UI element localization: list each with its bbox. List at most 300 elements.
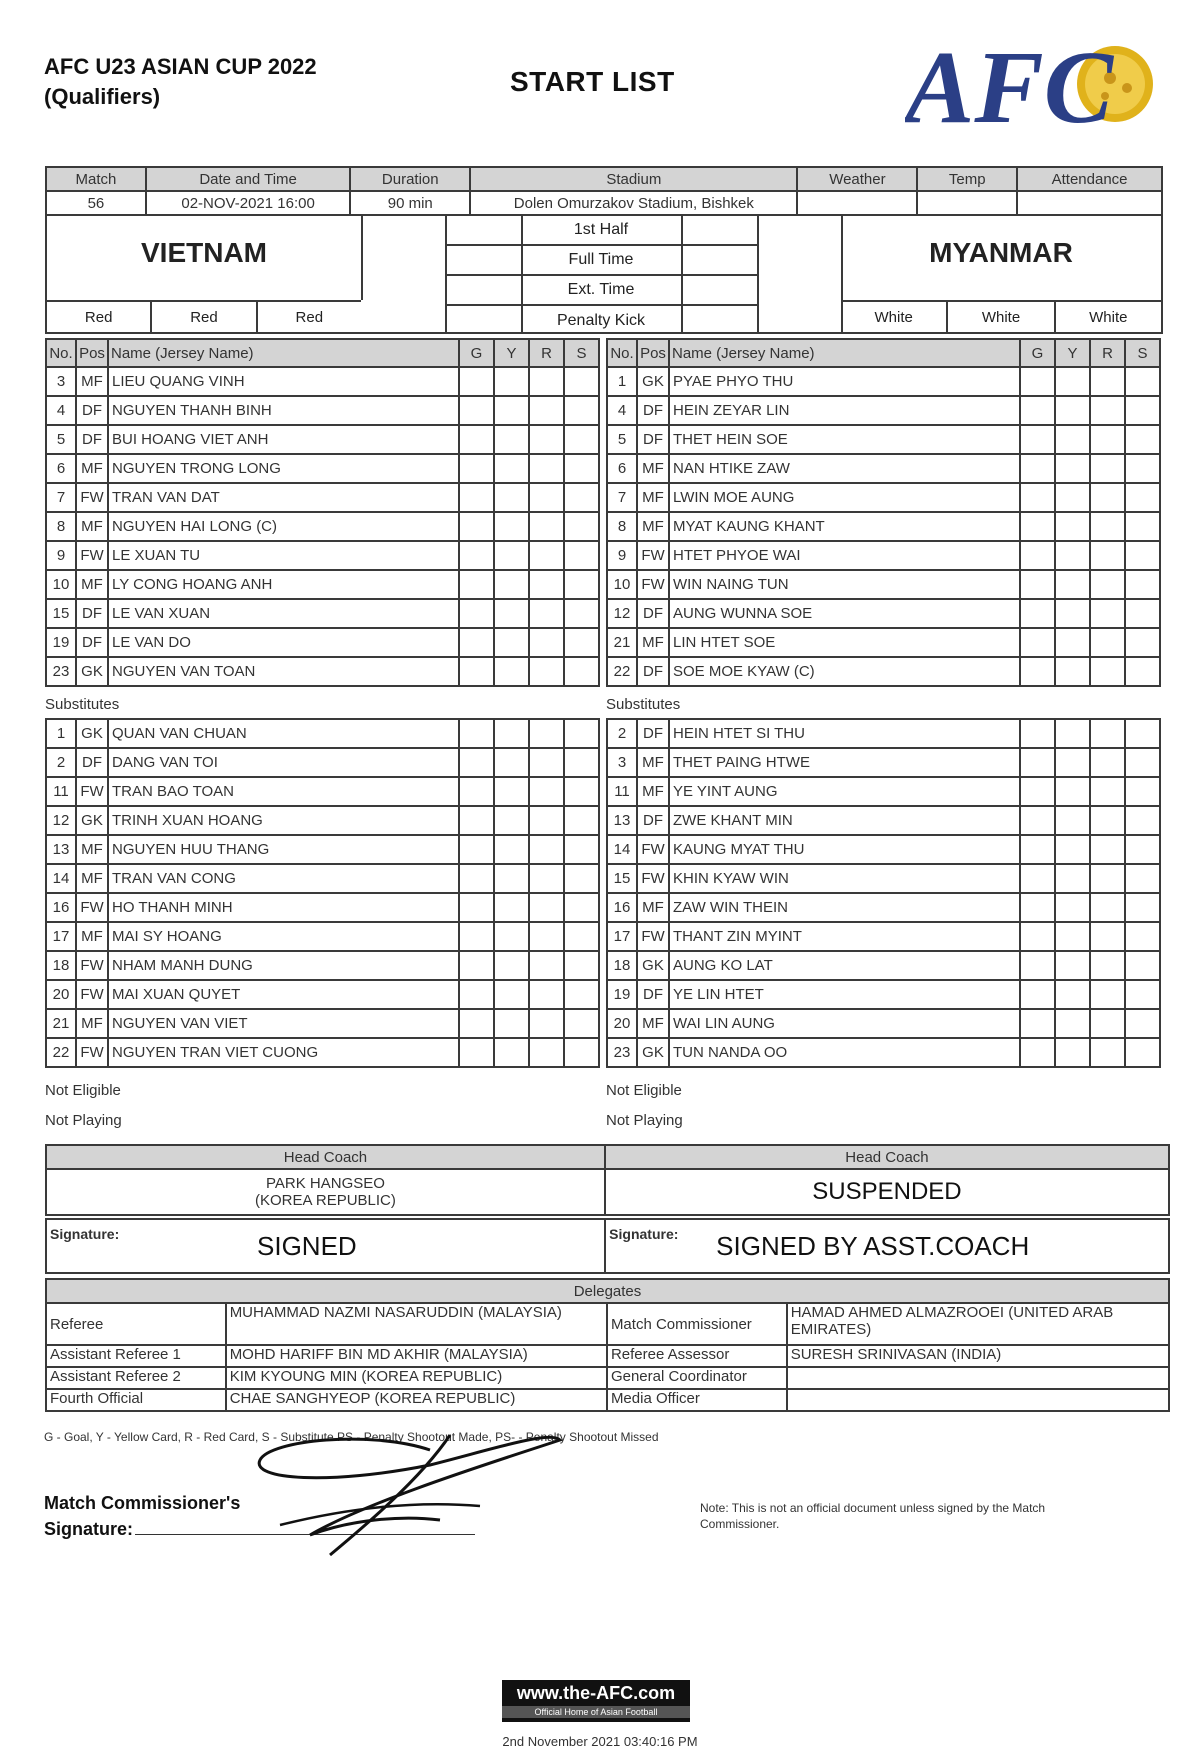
away-not-eligible-label: Not Eligible (606, 1082, 682, 1099)
player-no: 13 (607, 806, 637, 835)
player-name: NGUYEN VAN TOAN (108, 657, 459, 686)
player-name: NHAM MANH DUNG (108, 951, 459, 980)
away-not-playing-label: Not Playing (606, 1112, 683, 1129)
player-name: KHIN KYAW WIN (669, 864, 1020, 893)
player-y-cell (494, 425, 529, 454)
player-r-cell (1090, 367, 1125, 396)
player-no: 9 (46, 541, 76, 570)
player-g-cell (1020, 893, 1055, 922)
player-name: YE LIN HTET (669, 980, 1020, 1009)
player-r-cell (529, 951, 564, 980)
handwritten-signature (250, 1420, 570, 1560)
home-not-eligible-label: Not Eligible (45, 1082, 121, 1099)
player-y-cell (494, 835, 529, 864)
away-team-block (841, 216, 1161, 300)
player-name: LY CONG HOANG ANH (108, 570, 459, 599)
away-kit-socks: White (1089, 309, 1128, 326)
player-s-cell (564, 570, 599, 599)
player-y-cell (494, 454, 529, 483)
player-s-cell (1125, 483, 1160, 512)
table-row (607, 454, 1160, 483)
player-no: 22 (46, 1038, 76, 1067)
legend-text: G - Goal, Y - Yellow Card, R - Red Card, S - Substitute PS - Penalty Shootout Made, PS- - Penalty Shootout Missed (44, 1430, 659, 1444)
table-row (607, 512, 1160, 541)
player-name: LIEU QUANG VINH (108, 367, 459, 396)
player-g-cell (1020, 367, 1055, 396)
table-row (607, 893, 1160, 922)
player-y-cell (494, 483, 529, 512)
player-r-cell (1090, 454, 1125, 483)
player-no: 16 (46, 893, 76, 922)
player-s-cell (564, 396, 599, 425)
away-header-y: Y (1055, 339, 1090, 367)
away-score-box (757, 216, 843, 332)
player-g-cell (1020, 396, 1055, 425)
player-g-cell (459, 922, 494, 951)
player-name: THANT ZIN MYINT (669, 922, 1020, 951)
player-s-cell (564, 628, 599, 657)
player-pos: MF (76, 512, 108, 541)
home-player-header (46, 339, 599, 367)
delegate-name: MOHD HARIFF BIN MD AKHIR (MALAYSIA) (226, 1345, 607, 1367)
player-no: 2 (607, 719, 637, 748)
player-s-cell (564, 748, 599, 777)
player-g-cell (1020, 719, 1055, 748)
player-pos: FW (637, 835, 669, 864)
player-s-cell (564, 367, 599, 396)
player-r-cell (1090, 1038, 1125, 1067)
table-row (46, 835, 599, 864)
player-pos: DF (637, 396, 669, 425)
table-row (607, 748, 1160, 777)
player-pos: GK (76, 806, 108, 835)
player-pos: FW (637, 570, 669, 599)
table-row (607, 657, 1160, 686)
table-row (46, 777, 599, 806)
player-s-cell (564, 864, 599, 893)
away-player-header (607, 339, 1160, 367)
delegate-name: CHAE SANGHYEOP (KOREA REPUBLIC) (226, 1389, 607, 1411)
player-no: 16 (607, 893, 637, 922)
player-no: 17 (607, 922, 637, 951)
table-row (607, 951, 1160, 980)
player-name: YE YINT AUNG (669, 777, 1020, 806)
player-pos: DF (76, 748, 108, 777)
player-pos: DF (637, 599, 669, 628)
player-r-cell (1090, 512, 1125, 541)
player-s-cell (564, 512, 599, 541)
player-y-cell (1055, 454, 1090, 483)
player-y-cell (1055, 922, 1090, 951)
table-row (46, 748, 599, 777)
mc-signature-line1: Match Commissioner's (44, 1493, 241, 1513)
player-pos: FW (76, 541, 108, 570)
player-name: NGUYEN HUU THANG (108, 835, 459, 864)
player-y-cell (494, 748, 529, 777)
home-team-name: VIETNAM (141, 237, 267, 268)
player-no: 22 (607, 657, 637, 686)
player-pos: MF (76, 835, 108, 864)
home-coach-country: (KOREA REPUBLIC) (255, 1192, 396, 1209)
footer-tagline: Official Home of Asian Football (502, 1706, 690, 1718)
player-g-cell (1020, 454, 1055, 483)
player-s-cell (1125, 396, 1160, 425)
afc-logo (905, 26, 1175, 136)
player-no: 12 (607, 599, 637, 628)
player-no: 23 (46, 657, 76, 686)
player-g-cell (459, 777, 494, 806)
player-no: 7 (46, 483, 76, 512)
delegate-role: Media Officer (607, 1389, 787, 1411)
period-ext-time: Ext. Time (521, 276, 681, 306)
player-name: NGUYEN HAI LONG (C) (108, 512, 459, 541)
player-name: NGUYEN THANH BINH (108, 396, 459, 425)
home-period-scores (445, 216, 523, 332)
table-row (46, 893, 599, 922)
player-s-cell (1125, 864, 1160, 893)
player-no: 2 (46, 748, 76, 777)
player-no: 19 (46, 628, 76, 657)
player-y-cell (494, 599, 529, 628)
player-pos: DF (637, 657, 669, 686)
player-r-cell (529, 454, 564, 483)
player-y-cell (1055, 1009, 1090, 1038)
away-head-coach: SUSPENDED (605, 1169, 1169, 1215)
player-g-cell (1020, 570, 1055, 599)
player-no: 6 (46, 454, 76, 483)
player-no: 11 (607, 777, 637, 806)
player-pos: MF (76, 864, 108, 893)
player-g-cell (459, 748, 494, 777)
player-name: KAUNG MYAT THU (669, 835, 1020, 864)
player-g-cell (1020, 922, 1055, 951)
player-r-cell (1090, 922, 1125, 951)
player-s-cell (1125, 806, 1160, 835)
player-pos: DF (76, 396, 108, 425)
mc-signature-line2: Signature: (44, 1516, 475, 1542)
delegate-name: HAMAD AHMED ALMAZROOEI (UNITED ARAB EMIRATES) (787, 1303, 1169, 1345)
player-s-cell (1125, 1009, 1160, 1038)
player-pos: MF (76, 454, 108, 483)
player-s-cell (1125, 719, 1160, 748)
player-name: LE XUAN TU (108, 541, 459, 570)
doc-title: START LIST (510, 66, 675, 97)
away-header-g: G (1020, 339, 1055, 367)
player-g-cell (1020, 806, 1055, 835)
player-g-cell (459, 396, 494, 425)
player-y-cell (494, 864, 529, 893)
player-g-cell (459, 599, 494, 628)
player-pos: GK (76, 719, 108, 748)
table-row (607, 570, 1160, 599)
player-g-cell (1020, 864, 1055, 893)
home-head-coach (46, 1169, 605, 1215)
player-y-cell (1055, 367, 1090, 396)
player-no: 11 (46, 777, 76, 806)
player-y-cell (494, 657, 529, 686)
table-row (46, 396, 599, 425)
player-y-cell (1055, 628, 1090, 657)
player-pos: FW (76, 980, 108, 1009)
player-name: LE VAN XUAN (108, 599, 459, 628)
periods-column (521, 216, 683, 332)
player-pos: DF (637, 719, 669, 748)
away-subs-table (606, 718, 1161, 1068)
player-s-cell (564, 922, 599, 951)
player-no: 1 (607, 367, 637, 396)
player-pos: GK (76, 657, 108, 686)
logo-text: AFC (905, 30, 1114, 136)
period-full-time: Full Time (521, 246, 681, 276)
table-row (46, 1009, 599, 1038)
player-y-cell (1055, 864, 1090, 893)
player-y-cell (1055, 483, 1090, 512)
player-y-cell (494, 951, 529, 980)
player-y-cell (1055, 835, 1090, 864)
table-row (46, 980, 599, 1009)
player-no: 20 (607, 1009, 637, 1038)
player-no: 5 (607, 425, 637, 454)
player-name: THET PAING HTWE (669, 748, 1020, 777)
player-name: MAI XUAN QUYET (108, 980, 459, 1009)
player-pos: MF (637, 777, 669, 806)
player-name: LWIN MOE AUNG (669, 483, 1020, 512)
away-header-s: S (1125, 339, 1160, 367)
table-row (46, 951, 599, 980)
delegate-role: Assistant Referee 2 (46, 1367, 226, 1389)
delegate-name (787, 1367, 1169, 1389)
player-r-cell (529, 864, 564, 893)
delegate-row (46, 1345, 1169, 1367)
player-s-cell (1125, 628, 1160, 657)
player-s-cell (1125, 980, 1160, 1009)
delegate-name (787, 1389, 1169, 1411)
player-r-cell (1090, 864, 1125, 893)
player-name: NGUYEN TRAN VIET CUONG (108, 1038, 459, 1067)
player-no: 1 (46, 719, 76, 748)
player-s-cell (564, 980, 599, 1009)
player-y-cell (1055, 396, 1090, 425)
player-name: AUNG WUNNA SOE (669, 599, 1020, 628)
home-starting-table (45, 338, 600, 687)
player-y-cell (1055, 748, 1090, 777)
player-pos: FW (76, 951, 108, 980)
table-row (46, 454, 599, 483)
player-no: 9 (607, 541, 637, 570)
player-g-cell (459, 541, 494, 570)
competition-line1: AFC U23 ASIAN CUP 2022 (44, 54, 317, 79)
player-r-cell (1090, 657, 1125, 686)
home-kit-shorts: Red (152, 302, 257, 334)
player-g-cell (459, 512, 494, 541)
player-r-cell (529, 893, 564, 922)
player-y-cell (1055, 893, 1090, 922)
player-g-cell (1020, 748, 1055, 777)
away-kit-row (841, 300, 1161, 334)
home-header-name: Name (Jersey Name) (108, 339, 459, 367)
player-name: TUN NANDA OO (669, 1038, 1020, 1067)
player-r-cell (529, 719, 564, 748)
player-no: 8 (46, 512, 76, 541)
away-signature-value: SIGNED BY ASST.COACH (716, 1230, 1030, 1261)
player-no: 14 (607, 835, 637, 864)
competition-title (44, 52, 317, 112)
player-pos: FW (637, 922, 669, 951)
player-g-cell (1020, 657, 1055, 686)
player-s-cell (564, 425, 599, 454)
player-y-cell (494, 628, 529, 657)
player-y-cell (1055, 719, 1090, 748)
delegate-name: MUHAMMAD NAZMI NASARUDDIN (MALAYSIA) (226, 1303, 607, 1345)
player-name: HEIN HTET SI THU (669, 719, 1020, 748)
player-name: SOE MOE KYAW (C) (669, 657, 1020, 686)
player-r-cell (529, 777, 564, 806)
period-first-half: 1st Half (521, 216, 681, 246)
period-penalty-kick: Penalty Kick (556, 312, 646, 329)
table-row (46, 719, 599, 748)
player-g-cell (459, 893, 494, 922)
delegate-role: General Coordinator (607, 1367, 787, 1389)
player-y-cell (494, 396, 529, 425)
match-duration: 90 min (350, 191, 470, 215)
player-r-cell (1090, 570, 1125, 599)
player-no: 20 (46, 980, 76, 1009)
player-no: 23 (607, 1038, 637, 1067)
footer-site-logo (502, 1680, 690, 1722)
player-pos: FW (637, 864, 669, 893)
player-y-cell (494, 570, 529, 599)
player-pos: DF (637, 980, 669, 1009)
player-r-cell (1090, 1009, 1125, 1038)
player-pos: MF (637, 1009, 669, 1038)
player-name: LE VAN DO (108, 628, 459, 657)
delegate-row (46, 1389, 1169, 1411)
delegate-role: Assistant Referee 1 (46, 1345, 226, 1367)
player-g-cell (1020, 541, 1055, 570)
match-date: 02-NOV-2021 16:00 (146, 191, 351, 215)
player-pos: FW (637, 541, 669, 570)
header-temp: Temp (917, 167, 1017, 191)
player-s-cell (1125, 922, 1160, 951)
player-no: 21 (607, 628, 637, 657)
player-s-cell (564, 893, 599, 922)
table-row (46, 425, 599, 454)
player-r-cell (529, 541, 564, 570)
player-r-cell (1090, 835, 1125, 864)
player-s-cell (1125, 748, 1160, 777)
player-r-cell (1090, 396, 1125, 425)
player-r-cell (1090, 893, 1125, 922)
away-header-name: Name (Jersey Name) (669, 339, 1020, 367)
player-pos: MF (637, 893, 669, 922)
player-no: 21 (46, 1009, 76, 1038)
away-signature-cell (605, 1219, 1169, 1273)
player-g-cell (459, 483, 494, 512)
player-pos: MF (637, 628, 669, 657)
player-pos: FW (76, 483, 108, 512)
header-stadium: Stadium (470, 167, 797, 191)
table-row (607, 864, 1160, 893)
player-g-cell (1020, 512, 1055, 541)
player-pos: GK (637, 1038, 669, 1067)
away-starting-table (606, 338, 1161, 687)
player-r-cell (1090, 748, 1125, 777)
table-row (607, 628, 1160, 657)
competition-line2: (Qualifiers) (44, 84, 161, 109)
player-name: HO THANH MINH (108, 893, 459, 922)
player-r-cell (529, 570, 564, 599)
player-r-cell (1090, 980, 1125, 1009)
player-r-cell (529, 628, 564, 657)
player-y-cell (1055, 541, 1090, 570)
home-kit-socks: Red (295, 309, 324, 326)
player-name: DANG VAN TOI (108, 748, 459, 777)
player-s-cell (564, 599, 599, 628)
player-name: MAI SY HOANG (108, 922, 459, 951)
player-r-cell (529, 922, 564, 951)
footer-site: www.the-AFC.com (516, 1683, 676, 1703)
player-pos: MF (76, 922, 108, 951)
home-signature-label: Signature: (50, 1226, 120, 1242)
table-row (607, 777, 1160, 806)
table-row (46, 512, 599, 541)
player-g-cell (459, 628, 494, 657)
home-not-playing-label: Not Playing (45, 1112, 122, 1129)
player-no: 5 (46, 425, 76, 454)
player-r-cell (529, 657, 564, 686)
player-pos: GK (637, 367, 669, 396)
player-y-cell (494, 367, 529, 396)
home-team-block (47, 216, 363, 300)
player-pos: MF (637, 483, 669, 512)
player-s-cell (564, 1038, 599, 1067)
away-kit-shorts: White (948, 302, 1055, 334)
home-head-coach-header: Head Coach (46, 1145, 605, 1169)
player-s-cell (564, 835, 599, 864)
delegate-row (46, 1367, 1169, 1389)
player-r-cell (529, 1038, 564, 1067)
delegate-role: Match Commissioner (607, 1303, 787, 1345)
away-signature-label: Signature: (609, 1226, 679, 1242)
player-r-cell (529, 599, 564, 628)
delegate-row (46, 1303, 1169, 1345)
player-s-cell (564, 483, 599, 512)
player-name: AUNG KO LAT (669, 951, 1020, 980)
player-no: 8 (607, 512, 637, 541)
player-s-cell (1125, 599, 1160, 628)
table-row (607, 922, 1160, 951)
player-name: TRAN VAN CONG (108, 864, 459, 893)
table-row (607, 483, 1160, 512)
match-info-table (45, 166, 1163, 216)
table-row (46, 367, 599, 396)
home-coach-name: PARK HANGSEO (266, 1175, 385, 1192)
player-s-cell (564, 777, 599, 806)
player-r-cell (529, 748, 564, 777)
table-row (607, 835, 1160, 864)
delegates-header: Delegates (46, 1279, 1169, 1303)
away-team-name: MYANMAR (929, 237, 1073, 268)
player-no: 13 (46, 835, 76, 864)
header-duration: Duration (350, 167, 470, 191)
player-name: HTET PHYOE WAI (669, 541, 1020, 570)
player-r-cell (529, 512, 564, 541)
player-g-cell (459, 1009, 494, 1038)
player-name: TRINH XUAN HOANG (108, 806, 459, 835)
header-attendance: Attendance (1017, 167, 1162, 191)
player-pos: MF (637, 454, 669, 483)
player-pos: MF (637, 512, 669, 541)
